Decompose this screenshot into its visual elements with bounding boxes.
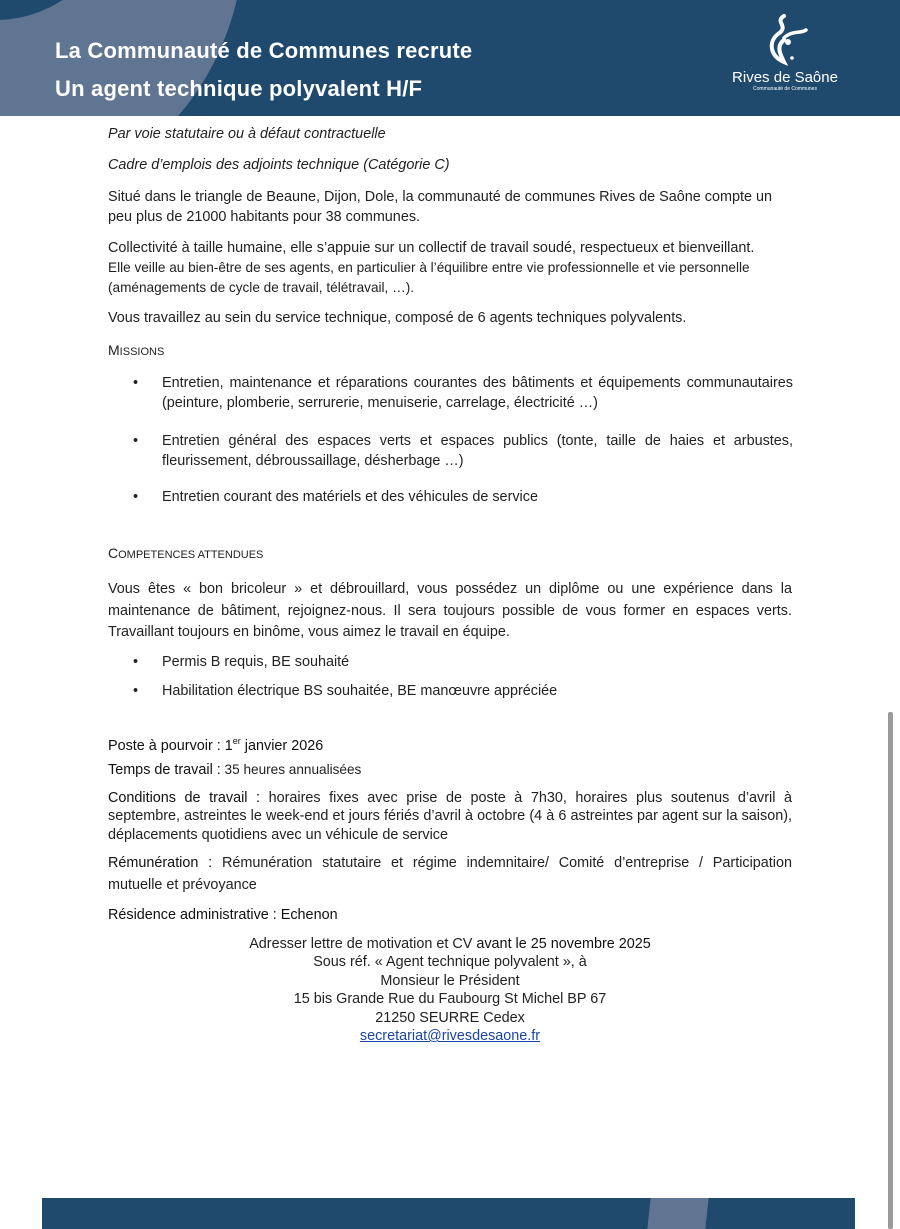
temps-de-travail: Temps de travail : 35 heures annualisées (108, 762, 362, 778)
contact-block (108, 935, 792, 1045)
contact-line-5: 21250 SEURRE Cedex (375, 1009, 525, 1026)
intro-paragraph-2b: Elle veille au bien-être de ses agents, en particulier à l’équilibre entre vie professionnelle et vie personnelle (aménagements de cycle de travail, télétravail, …). (108, 260, 750, 295)
email-link[interactable]: secretariat@rivesdesaone.fr (359, 1028, 541, 1045)
title-line-2: Un agent technique polyvalent H/F (55, 76, 423, 101)
competences-paragraph: Vous êtes « bon bricoleur » et débrouillard, vous possédez un diplôme ou une expérience dans la maintenance de bâtiment, rejoignez-nous. Il sera toujours possible de vous former en espaces verts. Travaillant toujours en binôme, vous aimez le travail en équipe. (108, 581, 792, 640)
mission-item: • Entretien courant des matériels et des véhicules de service (133, 489, 538, 505)
missions-heading: MISSIONS (108, 342, 165, 358)
contact-line-4: 15 bis Grande Rue du Faubourg St Michel BP 67 (293, 991, 607, 1008)
logo (730, 12, 840, 102)
intro-paragraph-3: Vous travaillez au sein du service technique, composé de 6 agents techniques polyvalents. (108, 310, 687, 326)
mission-item: • Entretien, maintenance et réparations courantes des bâtiments et équipements communautaires (peinture, plomberie, serrurerie, menuiserie, carrelage, électricité …) (133, 375, 793, 411)
header-banner (0, 0, 900, 116)
competence-item: • Habilitation électrique BS souhaitée, BE manœuvre appréciée (133, 683, 558, 699)
logo-name: Rives de Saône (732, 69, 838, 86)
remuneration: Rémunération : Rémunération statutaire et régime indemnitaire/ Comité d’entreprise / Participation mutuelle et prévoyance (108, 855, 792, 893)
scrollbar[interactable] (888, 712, 893, 1229)
title-line-1: La Communauté de Communes recrute (55, 38, 473, 63)
mission-item: • Entretien général des espaces verts et espaces publics (tonte, taille de haies et arbustes, fleurissement, débroussaillage, désherbage …) (133, 433, 793, 469)
footer-banner (42, 1198, 855, 1229)
conditions-de-travail: Conditions de travail : horaires fixes avec prise de poste à 7h30, horaires plus soutenus d’avril à septembre, astreintes le week-end et jours fériés d’avril à octobre (4 à 6 astreintes par agent sur la saison), déplacements quotidiens avec un véhicule de service (108, 790, 792, 843)
intro-paragraph-2a: Collectivité à taille humaine, elle s’appuie sur un collectif de travail soudé, respectueux et bienveillant. (108, 240, 755, 256)
competence-item: • Permis B requis, BE souhaité (133, 654, 350, 670)
intro-line-1: Par voie statutaire ou à défaut contractuelle (108, 126, 386, 142)
logo-figure-icon (760, 12, 810, 68)
intro-paragraph-1: Situé dans le triangle de Beaune, Dijon, Dole, la communauté de communes Rives de Saône compte un peu plus de 21000 habitants pour 38 communes. (108, 189, 772, 225)
poste-a-pourvoir: Poste à pourvoir : 1er janvier 2026 (108, 736, 324, 754)
intro-line-2: Cadre d’emplois des adjoints technique (Catégorie C) (108, 157, 450, 173)
contact-line-1: Adresser lettre de motivation et CV avant le 25 novembre 2025 (249, 936, 651, 952)
contact-line-3: Monsieur le Président (380, 972, 520, 989)
footer-band (647, 1198, 708, 1229)
contact-line-2: Sous réf. « Agent technique polyvalent », à (313, 954, 587, 971)
residence-administrative: Résidence administrative : Echenon (108, 907, 338, 923)
logo-subtitle: Communauté de Communes (753, 86, 817, 92)
competences-heading: COMPETENCES ATTENDUES (108, 545, 264, 561)
intro-paragraph-2 (108, 238, 792, 298)
